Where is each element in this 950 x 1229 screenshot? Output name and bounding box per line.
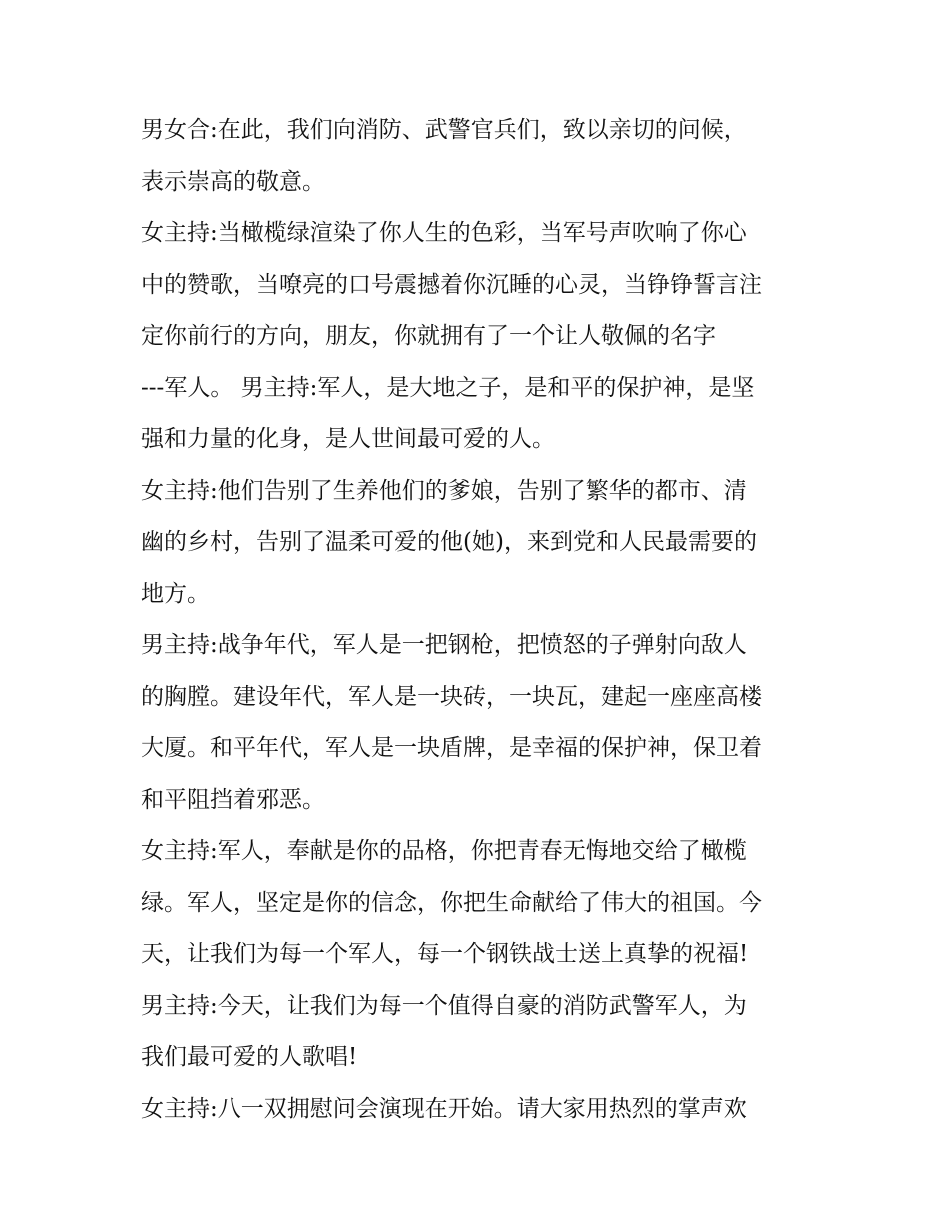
text-line: 幽的乡村，告别了温柔可爱的他(她)，来到党和人民最需要的 <box>141 529 757 555</box>
text-line: 表示崇高的敬意。 <box>141 168 325 195</box>
text-line: 定你前行的方向，朋友，你就拥有了一个让人敬佩的名字 <box>141 323 716 349</box>
text-line: 男主持:今天，让我们为每一个值得自豪的消防武警军人，为 <box>141 992 747 1019</box>
text-line: 男女合:在此，我们向消防、武警官兵们，致以亲切的问候， <box>141 117 747 143</box>
text-line: 男主持:战争年代，军人是一把钢枪，把愤怒的子弹射向敌人 <box>141 632 747 658</box>
text-line: 的胸膛。建设年代，军人是一块砖，一块瓦，建起一座座高楼 <box>141 683 762 710</box>
text-line: 强和力量的化身，是人世间最可爱的人。 <box>141 426 555 452</box>
text-line: 女主持:军人，奉献是你的品格，你把青春无悔地交给了橄榄 <box>141 838 747 864</box>
text-line: 我们最可爱的人歌唱! <box>141 1044 358 1070</box>
text-line: 绿。军人，坚定是你的信念，你把生命献给了伟大的祖国。今 <box>141 889 762 916</box>
document-body <box>141 105 821 1135</box>
text-line: 天，让我们为每一个军人，每一个钢铁战士送上真挚的祝福! <box>141 941 749 967</box>
text-line: 女主持:他们告别了生养他们的爹娘，告别了繁华的都市、清 <box>141 477 747 504</box>
text-line: 大厦。和平年代，军人是一块盾牌，是幸福的保护神，保卫着 <box>141 735 762 761</box>
text-line: 女主持:当橄榄绿渲染了你人生的色彩，当军号声吹响了你心 <box>141 220 747 246</box>
text-line: 中的赞歌，当嘹亮的口号震撼着你沉睡的心灵，当铮铮誓言注 <box>141 271 762 298</box>
text-line: 地方。 <box>141 580 210 607</box>
text-line: 和平阻挡着邪恶。 <box>141 786 325 813</box>
text-line: 女主持:八一双拥慰问会演现在开始。请大家用热烈的掌声欢 <box>141 1095 747 1122</box>
text-line: ---军人。 男主持:军人，是大地之子，是和平的保护神，是坚 <box>141 374 755 401</box>
